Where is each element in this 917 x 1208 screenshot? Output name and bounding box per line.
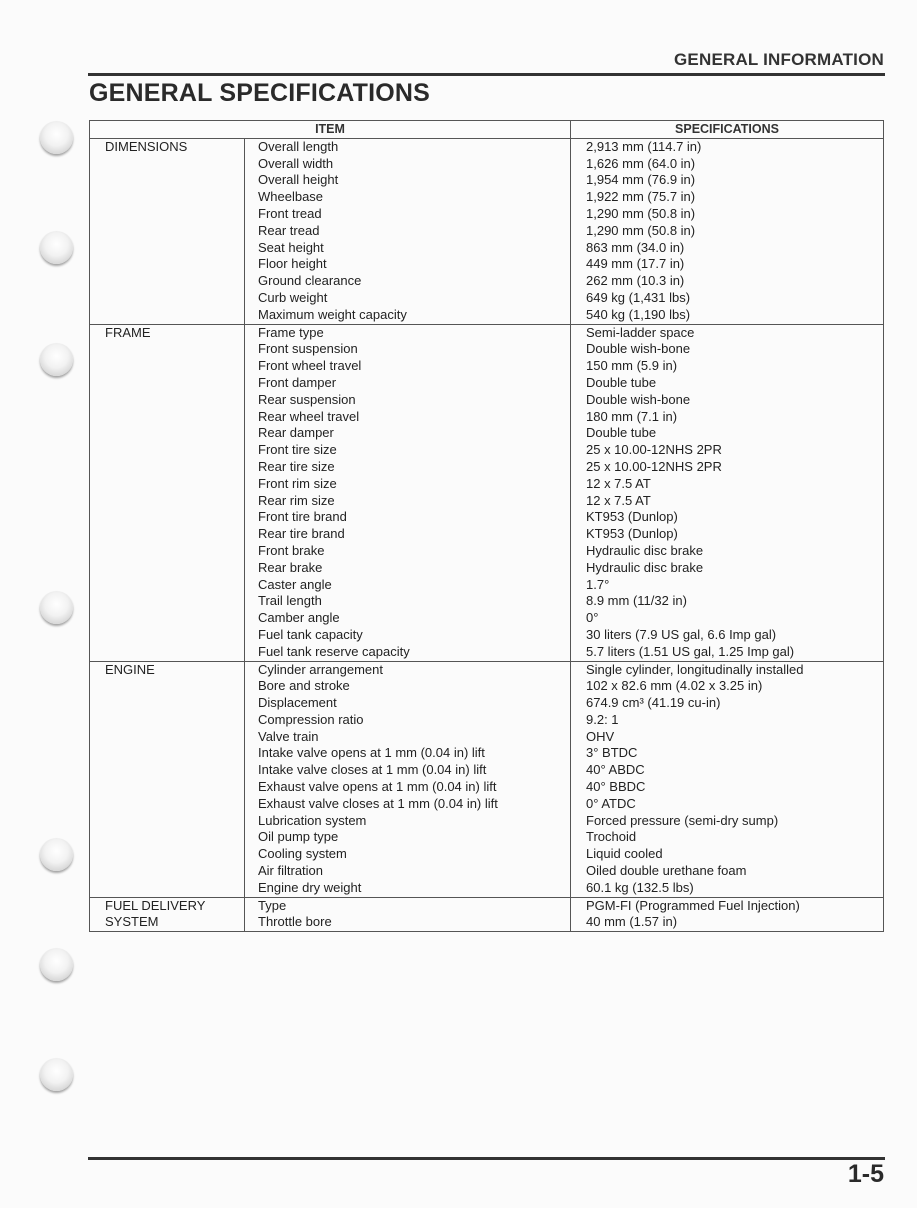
spec-value: 0° — [586, 610, 599, 626]
spec-value: 449 mm (17.7 in) — [586, 256, 685, 272]
spec-value: 30 liters (7.9 US gal, 6.6 Imp gal) — [586, 626, 777, 642]
item-label: Rear wheel travel — [258, 408, 360, 424]
category-label: SYSTEM — [105, 914, 159, 930]
spec-value: Double tube — [586, 374, 657, 390]
item-label: Front wheel travel — [258, 358, 362, 374]
item-label: Throttle bore — [258, 914, 332, 930]
spec-value: Oiled double urethane foam — [586, 863, 747, 879]
item-label: Front brake — [258, 542, 325, 558]
spec-value: Liquid cooled — [586, 846, 663, 862]
spec-value: Double tube — [586, 425, 657, 441]
item-label: Fuel tank capacity — [258, 626, 363, 642]
item-label: Air filtration — [258, 863, 324, 879]
item-label: Seat height — [258, 239, 324, 255]
item-label: Rear tire brand — [258, 526, 345, 542]
binder-hole-icon — [40, 121, 73, 154]
spec-cell — [571, 661, 884, 897]
spec-value: Hydraulic disc brake — [586, 542, 704, 558]
spec-value: 1,290 mm (50.8 in) — [586, 205, 696, 221]
item-label: Frame type — [258, 324, 324, 340]
item-label: Rear suspension — [258, 391, 356, 407]
item-label: Intake valve opens at 1 mm (0.04 in) lift — [258, 745, 485, 761]
item-label: Compression ratio — [258, 711, 364, 727]
item-label: Cylinder arrangement — [258, 661, 384, 677]
spec-value: 262 mm (10.3 in) — [586, 273, 685, 289]
item-cell — [245, 661, 571, 897]
spec-value: 40 mm (1.57 in) — [586, 914, 678, 930]
category-cell — [90, 138, 245, 324]
item-label: Rear brake — [258, 559, 323, 575]
item-label: Type — [258, 897, 287, 913]
category-cell — [90, 324, 245, 661]
spec-value: 674.9 cm³ (41.19 cu-in) — [586, 695, 721, 711]
item-label: Displacement — [258, 695, 337, 711]
spec-value: 25 x 10.00-12NHS 2PR — [586, 442, 722, 458]
spec-value: 5.7 liters (1.51 US gal, 1.25 Imp gal) — [586, 643, 795, 659]
item-label: Exhaust valve closes at 1 mm (0.04 in) lift — [258, 795, 498, 811]
table-row-group — [90, 661, 884, 897]
item-label: Lubrication system — [258, 812, 367, 828]
spec-cell — [571, 324, 884, 661]
spec-value: 1,922 mm (75.7 in) — [586, 189, 696, 205]
item-label: Overall length — [258, 138, 339, 154]
footer-rule — [88, 1157, 885, 1160]
spec-value: Double wish-bone — [586, 391, 691, 407]
binder-hole-icon — [40, 231, 73, 264]
spec-value: Forced pressure (semi-dry sump) — [586, 812, 779, 828]
item-label: Fuel tank reserve capacity — [258, 643, 410, 659]
spec-value: 9.2: 1 — [586, 711, 619, 727]
spec-value: Semi-ladder space — [586, 324, 695, 340]
spec-value: 1,626 mm (64.0 in) — [586, 155, 696, 171]
category-label: DIMENSIONS — [105, 138, 188, 154]
item-label: Ground clearance — [258, 273, 362, 289]
item-label: Camber angle — [258, 610, 340, 626]
spec-value: 102 x 82.6 mm (4.02 x 3.25 in) — [586, 678, 763, 694]
column-header-item: ITEM — [90, 121, 571, 139]
spec-cell — [571, 897, 884, 932]
binder-hole-icon — [40, 343, 73, 376]
spec-value: 8.9 mm (11/32 in) — [586, 593, 687, 609]
spec-value: 3° BTDC — [586, 745, 638, 761]
spec-value: Trochoid — [586, 829, 637, 845]
header-rule — [88, 73, 885, 76]
table-header-row — [90, 121, 884, 139]
item-cell — [245, 897, 571, 932]
category-label: ENGINE — [105, 661, 155, 677]
spec-value: 12 x 7.5 AT — [586, 475, 651, 491]
item-label: Wheelbase — [258, 189, 324, 205]
spec-value: 25 x 10.00-12NHS 2PR — [586, 458, 722, 474]
spec-value: 180 mm (7.1 in) — [586, 408, 678, 424]
binder-hole-icon — [40, 1058, 73, 1091]
item-label: Bore and stroke — [258, 678, 350, 694]
spec-value: 649 kg (1,431 lbs) — [586, 289, 691, 305]
spec-value: Hydraulic disc brake — [586, 559, 704, 575]
item-label: Front damper — [258, 374, 337, 390]
item-label: Valve train — [258, 728, 319, 744]
spec-table — [89, 120, 884, 932]
item-label: Trail length — [258, 593, 322, 609]
item-label: Front tread — [258, 205, 322, 221]
item-label: Rear tread — [258, 222, 320, 238]
category-cell — [90, 661, 245, 897]
spec-table-body — [90, 138, 884, 931]
spec-value: Single cylinder, longitudinally installed — [586, 661, 804, 677]
spec-value: 40° BBDC — [586, 779, 646, 795]
spec-value: 150 mm (5.9 in) — [586, 358, 678, 374]
page-number: 1-5 — [847, 1160, 884, 1188]
section-header: GENERAL INFORMATION — [674, 50, 884, 69]
spec-value: PGM-FI (Programmed Fuel Injection) — [586, 897, 800, 913]
spec-value: 60.1 kg (132.5 lbs) — [586, 879, 694, 895]
category-label: FRAME — [105, 324, 151, 340]
category-label: FUEL DELIVERY — [105, 897, 206, 913]
item-cell — [245, 324, 571, 661]
spec-value: 12 x 7.5 AT — [586, 492, 651, 508]
column-header-specifications: SPECIFICATIONS — [571, 121, 884, 139]
item-label: Front tire size — [258, 442, 337, 458]
spec-value: 0° ATDC — [586, 795, 636, 811]
page-title: GENERAL SPECIFICATIONS — [89, 79, 431, 107]
item-label: Intake valve closes at 1 mm (0.04 in) lift — [258, 762, 487, 778]
spec-value: 2,913 mm (114.7 in) — [586, 138, 702, 154]
spec-value: 1,290 mm (50.8 in) — [586, 222, 696, 238]
spec-value: 863 mm (34.0 in) — [586, 239, 685, 255]
spec-value: 540 kg (1,190 lbs) — [586, 306, 691, 322]
item-label: Overall height — [258, 172, 339, 188]
category-cell — [90, 897, 245, 932]
item-label: Front tire brand — [258, 509, 347, 525]
table-row-group — [90, 897, 884, 932]
spec-value: OHV — [586, 728, 615, 744]
item-label: Rear rim size — [258, 492, 335, 508]
spec-value: KT953 (Dunlop) — [586, 526, 678, 542]
spec-value: 40° ABDC — [586, 762, 645, 778]
spec-value: Double wish-bone — [586, 341, 691, 357]
item-label: Cooling system — [258, 846, 347, 862]
spec-value: 1.7° — [586, 576, 610, 592]
item-label: Rear tire size — [258, 458, 335, 474]
item-label: Caster angle — [258, 576, 332, 592]
item-label: Front rim size — [258, 475, 337, 491]
item-label: Rear damper — [258, 425, 334, 441]
item-label: Engine dry weight — [258, 879, 362, 895]
binder-hole-icon — [40, 948, 73, 981]
spec-cell — [571, 138, 884, 324]
binder-hole-icon — [40, 838, 73, 871]
item-label: Oil pump type — [258, 829, 339, 845]
table-row-group — [90, 138, 884, 324]
spec-value: 1,954 mm (76.9 in) — [586, 172, 696, 188]
item-label: Maximum weight capacity — [258, 306, 407, 322]
item-label: Overall width — [258, 155, 334, 171]
item-label: Front suspension — [258, 341, 358, 357]
item-label: Exhaust valve opens at 1 mm (0.04 in) lift — [258, 779, 497, 795]
spec-value: KT953 (Dunlop) — [586, 509, 678, 525]
item-label: Curb weight — [258, 289, 328, 305]
table-row-group — [90, 324, 884, 661]
item-label: Floor height — [258, 256, 327, 272]
binder-hole-icon — [40, 591, 73, 624]
item-cell — [245, 138, 571, 324]
